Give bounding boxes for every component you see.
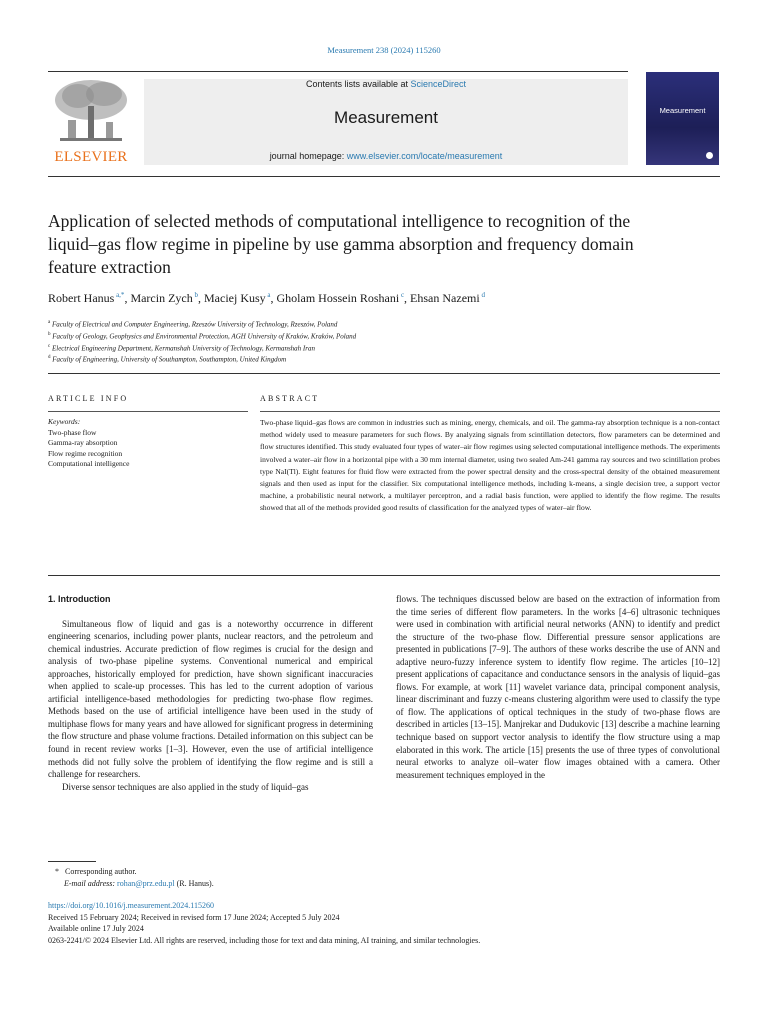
copyright-notice: 0263-2241/© 2024 Elsevier Ltd. All rights are reserved, including those for text and data mining, AI training, and similar technologies. <box>48 935 481 945</box>
email-line <box>64 878 214 890</box>
publication-info <box>48 900 480 946</box>
affiliation-text: Faculty of Geology, Geophysics and Environmental Protection, AGH University of Kraków, Kraków, Poland <box>50 332 357 341</box>
contents-prefix: Contents lists available at <box>305 79 411 89</box>
affiliation-text: Faculty of Electrical and Computer Engineering, Rzeszów University of Technology, Rzeszów, Poland <box>50 320 338 329</box>
homepage-link[interactable]: www.elsevier.com/locate/measurement <box>346 151 503 161</box>
keywords-block <box>48 417 248 470</box>
article-info-rule <box>48 411 248 412</box>
affiliation-marker: b <box>48 331 51 337</box>
affiliation-text: Electrical Engineering Department, Kermanshah University of Technology, Kermanshah Iran <box>50 343 315 352</box>
body-paragraph: flows. The techniques discussed below are based on the extraction of information from the time series of different flow parameters. In the works [4–6] ultrasonic techniques were used in combination with artificial neural networks (ANN) to identify and predict the structure of the two-phase flow. Differential pressure sensor applications are presented in publications [7–9]. The authors of these works describe the use of ANN and adaptive neuro-fuzzy inference system to identify flow regime. The articles [10–12] present applications of capacitance and conductance sensors in the analysis of liquid–gas flows. For example, at work [11] wavelet variance data, principal component analysis, linear discriminant and fuzzy c-means clustering algorithm were used to classify the type of flow. The applications of optical techniques in the study of two-phase flows are described in articles [13–15]. Manjrekar and Dudukovic [13] describe a machine learning technique based on support vector analysis to identify the flow structure using a map elaborated in this work. The article [15] presents the use of three types of convolutional neural etworks to analyze oil–water flow images obtained with a camera. Other measurement techniques employed in the <box>396 594 720 780</box>
section-heading-introduction: 1. Introduction <box>48 594 111 604</box>
homepage-line <box>144 151 628 161</box>
corresponding-author-note <box>48 866 214 878</box>
email-label: E-mail address: <box>64 879 116 888</box>
header-rule-bottom <box>48 176 720 177</box>
keyword-item[interactable]: Flow regime recognition <box>48 448 123 458</box>
affiliation-item <box>48 330 720 342</box>
abstract-text: Two-phase liquid–gas flows are common in industries such as mining, energy, chemicals, and oil. The gamma-ray absorption technique is a non-contact method widely used to measure parameters for such flows. By analyzing signals from scintillation detectors, flow parameters can be determined and flow structures identified. This study evaluated four types of water–air flow regimes using selected computational intelligence methods. The experiments involved a water–air flow in a horizontal pipe with a 30 mm internal diameter, using two sealed Am-241 gamma ray sources and two scintillation probes type NaI(Tl). Eight features for fluid flow were extracted from the power spectral density and the cross-spectral density of the obtained measurement signals and then used as input for the classifier. Six computational intelligence methods, including k-means, a single decision tree, a support vector machine, a probabilistic neural network, a multilayer perceptron, and a radial basis function, were applied to identify the flow regime. The results showed that all of the methods provided good results of classification for the analyzed types of water–air flow. <box>260 418 720 513</box>
body-column-left <box>48 593 373 793</box>
footnote-rule <box>48 861 96 862</box>
front-rule <box>48 373 720 374</box>
abstract-heading: ABSTRACT <box>260 394 320 403</box>
author-list: Robert Hanus $^{a,*}$, Marcin Zych $^b$, Maciej Kusy $^a$, Gholam Hossein Roshani $^c$, Ehsan Nazemi $^d$ <box>48 291 485 305</box>
author-email-link[interactable]: rohan@prz.edu.pl <box>117 879 175 888</box>
affiliation-list <box>48 318 720 365</box>
footnote-marker: * <box>55 867 59 876</box>
affiliation-marker: c <box>48 343 51 349</box>
available-online: Available online 17 July 2024 <box>48 924 144 933</box>
keywords-label: Keywords: <box>48 417 81 426</box>
affiliation-item <box>48 342 720 354</box>
header-rule-top <box>48 71 628 72</box>
journal-name: Measurement <box>334 108 438 127</box>
author-name[interactable]: Marcin Zych <box>130 291 193 305</box>
author-name[interactable]: Gholam Hossein Roshani <box>276 291 400 305</box>
abstract-rule <box>260 411 720 412</box>
contents-line <box>144 79 628 89</box>
body-paragraph: Diverse sensor techniques are also applied in the study of liquid–gas <box>62 781 309 792</box>
author-affiliation-marker[interactable]: b <box>192 291 198 299</box>
homepage-prefix: journal homepage: <box>269 151 347 161</box>
elsevier-tree-icon <box>48 76 134 146</box>
author-affiliation-marker[interactable]: d <box>479 291 485 299</box>
email-suffix: (R. Hanus). <box>176 879 214 888</box>
journal-banner <box>144 79 628 165</box>
keyword-item[interactable]: Computational intelligence <box>48 459 130 468</box>
article-title: Application of selected methods of computational intelligence to recognition of the liquid–gas flow regime in pipeline by use gamma absorption and frequency domain feature extraction <box>48 211 634 277</box>
corresponding-label: Corresponding author. <box>65 867 137 876</box>
article-info-heading: ARTICLE INFO <box>48 394 129 403</box>
sciencedirect-link[interactable]: ScienceDirect <box>410 79 467 89</box>
received-dates: Received 15 February 2024; Received in revised form 17 June 2024; Accepted 5 July 2024 <box>48 912 340 922</box>
author-affiliation-marker[interactable]: a,* <box>114 291 125 299</box>
elsevier-logo[interactable] <box>48 76 134 166</box>
journal-citation[interactable]: Measurement 238 (2024) 115260 <box>327 45 441 55</box>
footnote <box>48 866 214 890</box>
affiliation-marker: a <box>48 320 51 325</box>
body-column-right <box>396 593 720 781</box>
affiliation-text: Faculty of Engineering, University of Southampton, Southampton, United Kingdom <box>50 355 287 364</box>
elsevier-wordmark: ELSEVIER <box>54 149 128 165</box>
affiliation-marker: d <box>48 355 51 361</box>
author-name[interactable]: Robert Hanus <box>48 291 115 305</box>
abstract-end-rule <box>48 575 720 576</box>
cover-title: Measurement <box>659 106 706 115</box>
keyword-item[interactable]: Gamma-ray absorption <box>48 438 118 447</box>
author-name[interactable]: Maciej Kusy <box>204 291 266 305</box>
author-affiliation-marker[interactable]: c <box>399 291 405 299</box>
author-affiliation-marker[interactable]: a <box>265 291 271 299</box>
keyword-item[interactable]: Two-phase flow <box>48 427 97 437</box>
doi-link[interactable]: https://doi.org/10.1016/j.measurement.2024.115260 <box>48 901 214 910</box>
journal-cover-thumbnail[interactable] <box>646 72 719 165</box>
author-name[interactable]: Ehsan Nazemi <box>410 291 480 305</box>
body-paragraph: Simultaneous flow of liquid and gas is a noteworthy occurrence in different engineering scenarios, including power plants, nuclear reactors, and the petroleum and chemical industries. Accurate prediction of flow regimes is crucial for the design and analysis of two-phase pipeline systems. Conventional numerical and empirical approaches, historically employed for prediction, have shown significant inaccuracies when applied to scale-up processes. This has led to the current adoption of various artificial intelligence-based methodologies for predicting two-phase flow regimes. Methods based on the use of artificial intelligence have been used in the study of multiphase flows for many years and have allowed for significant progress in determining the flow structure and phase volume fractions. Detailed information on this subject can be found in recent review works [1–3]. However, even the use of artificial intelligence methods did not fully solve the problem of identifying the flow regime and is still a challenge for researchers. <box>48 618 373 780</box>
affiliation-item <box>48 318 720 330</box>
cover-logo-dot <box>706 152 713 159</box>
affiliation-item <box>48 353 720 365</box>
